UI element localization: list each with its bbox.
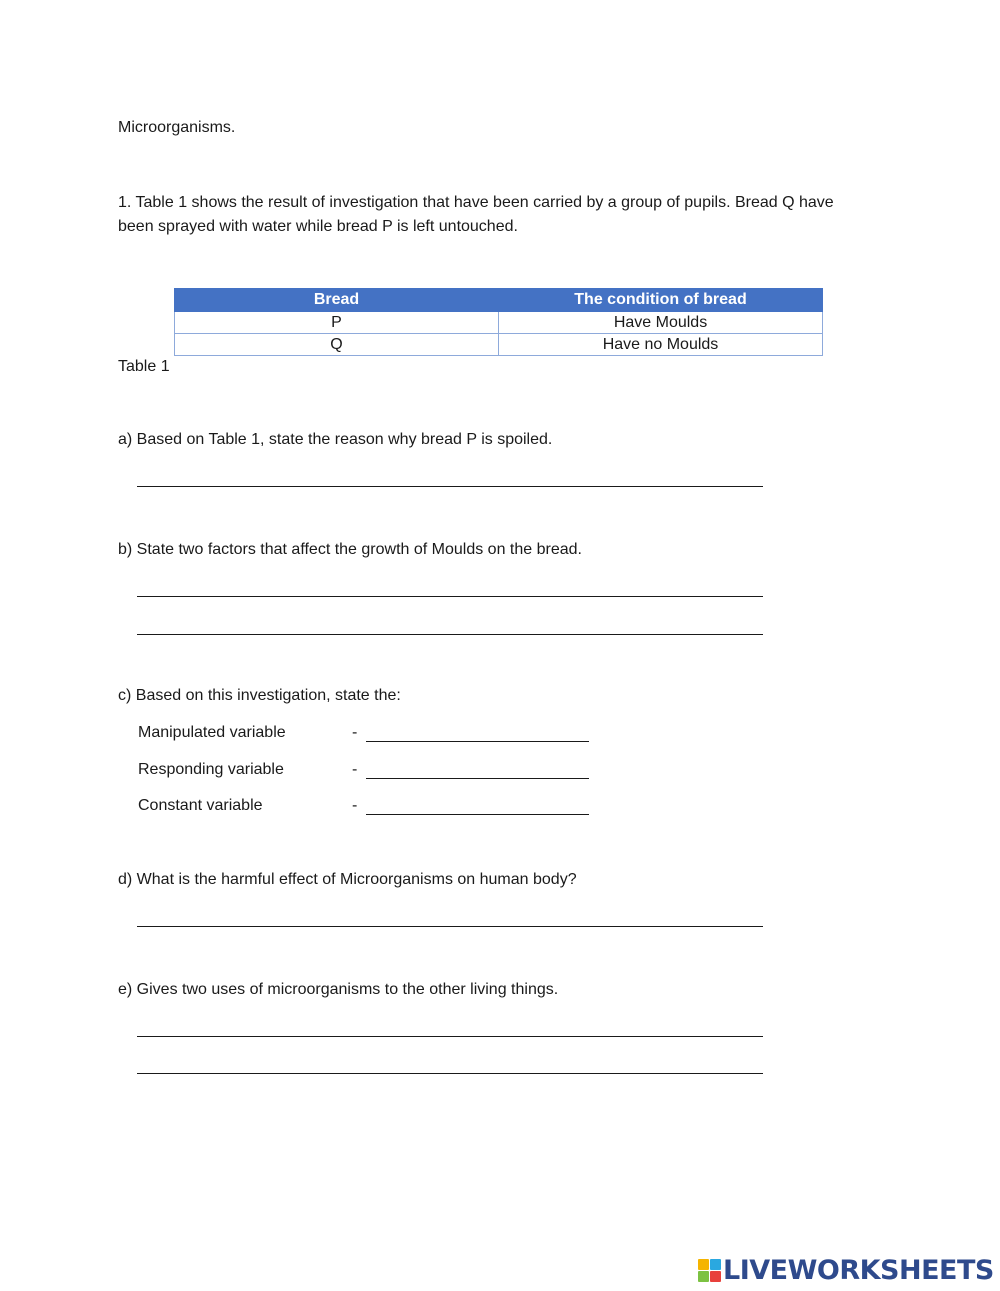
logo-squares-icon	[698, 1259, 721, 1282]
table-header-row	[175, 289, 823, 312]
answer-line-a[interactable]	[137, 486, 763, 487]
question-c: c) Based on this investigation, state the:	[118, 687, 401, 704]
answer-line-b1[interactable]	[137, 596, 763, 597]
responding-variable-label: Responding variable	[138, 761, 284, 778]
answer-line-e1[interactable]	[137, 1036, 763, 1037]
logo-square	[710, 1259, 721, 1270]
results-table	[174, 288, 823, 356]
dash: -	[352, 724, 358, 741]
dash: -	[352, 797, 358, 814]
table-cell: P	[175, 312, 499, 334]
column-header-condition: The condition of bread	[499, 289, 823, 312]
logo-text: LIVEWORKSHEETS	[723, 1254, 994, 1286]
manipulated-variable-label: Manipulated variable	[138, 724, 286, 741]
table-row	[175, 312, 823, 334]
question-1-intro: 1. Table 1 shows the result of investigation that have been carried by a group of pupils. Bread Q have been sprayed with water while bread P is left untouched.	[118, 194, 834, 235]
constant-variable-label: Constant variable	[138, 797, 263, 814]
constant-variable-answer[interactable]	[366, 814, 589, 815]
logo-square	[710, 1271, 721, 1282]
manipulated-variable-answer[interactable]	[366, 741, 589, 742]
liveworksheets-logo	[698, 1255, 994, 1285]
table-cell: Q	[175, 334, 499, 356]
dash: -	[352, 761, 358, 778]
worksheet-title: Microorganisms.	[118, 119, 236, 136]
question-b: b) State two factors that affect the growth of Moulds on the bread.	[118, 541, 582, 558]
question-a: a) Based on Table 1, state the reason why bread P is spoiled.	[118, 431, 553, 448]
responding-variable-answer[interactable]	[366, 778, 589, 779]
answer-line-b2[interactable]	[137, 634, 763, 635]
logo-square	[698, 1259, 709, 1270]
column-header-bread: Bread	[175, 289, 499, 312]
answer-line-e2[interactable]	[137, 1073, 763, 1074]
table-caption: Table 1	[118, 358, 170, 375]
table-row	[175, 334, 823, 356]
question-e: e) Gives two uses of microorganisms to the other living things.	[118, 981, 559, 998]
question-d: d) What is the harmful effect of Microorganisms on human body?	[118, 871, 577, 888]
logo-square	[698, 1271, 709, 1282]
answer-line-d[interactable]	[137, 926, 763, 927]
table-cell: Have no Moulds	[499, 334, 823, 356]
table-cell: Have Moulds	[499, 312, 823, 334]
